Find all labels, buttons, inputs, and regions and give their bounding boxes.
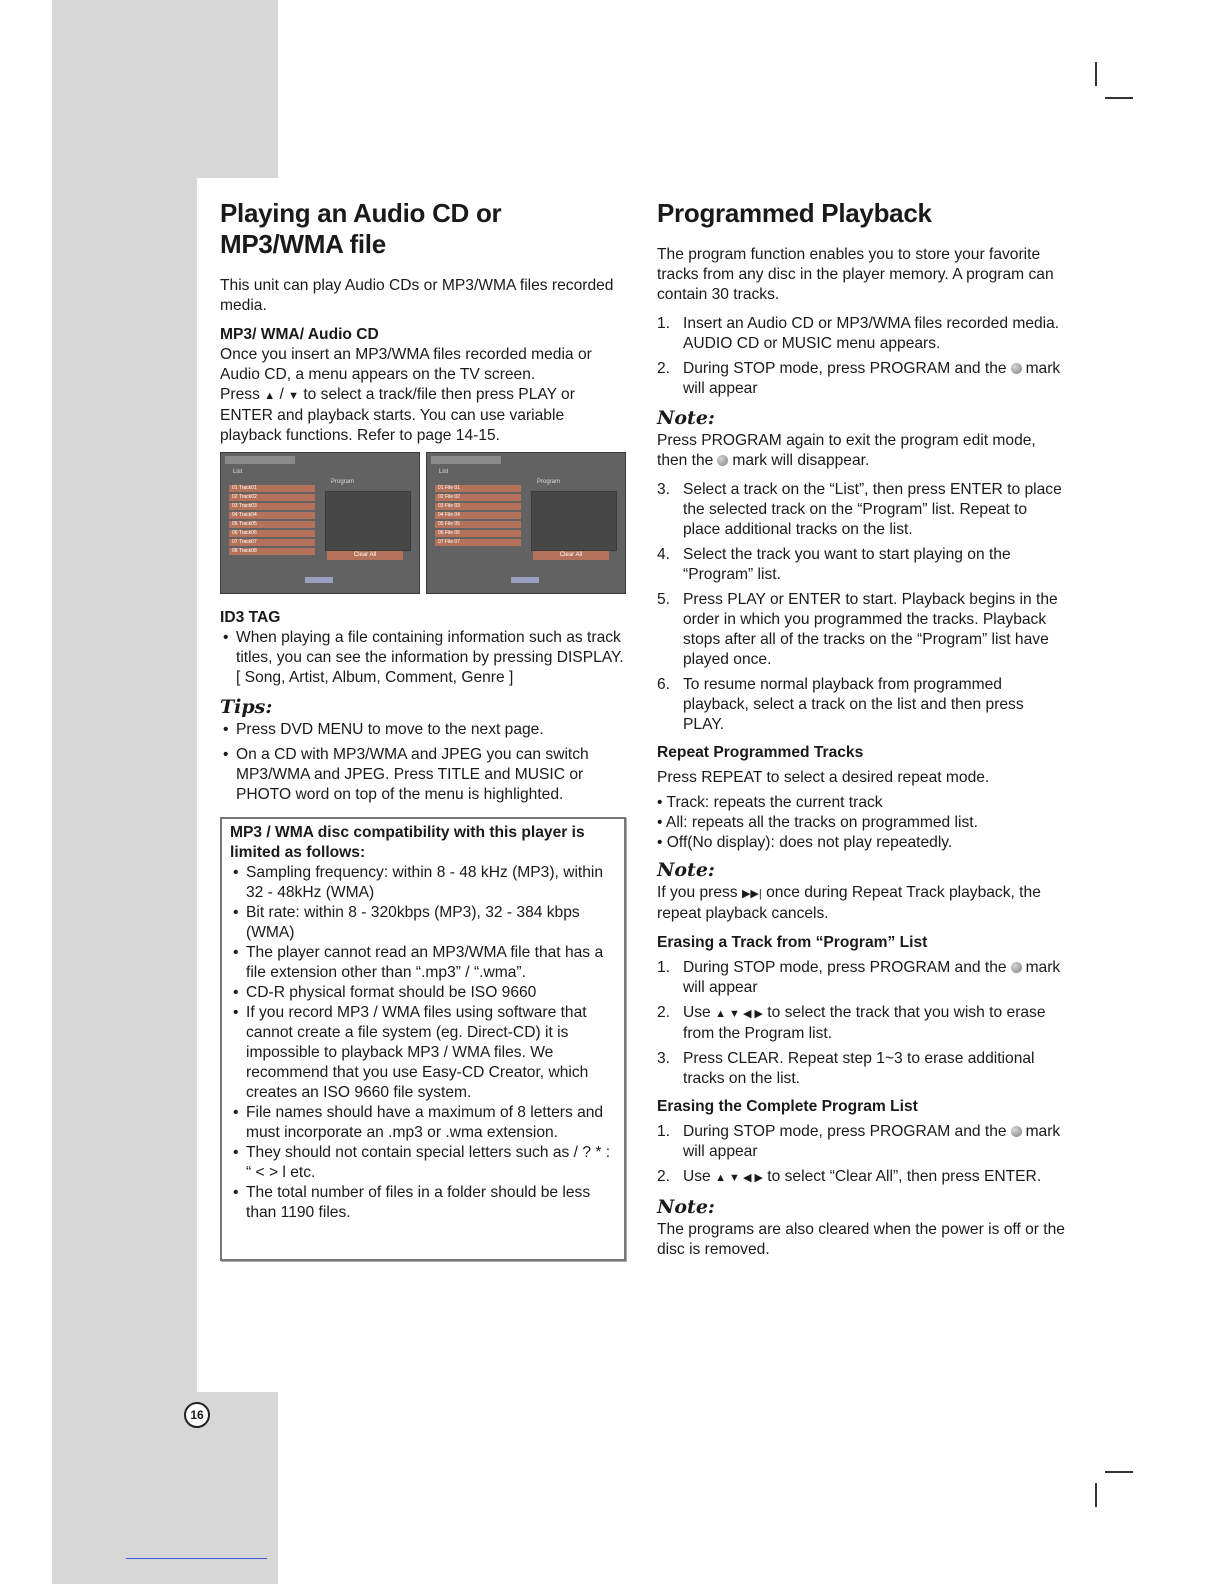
track-row: 02 Track02 xyxy=(229,494,315,501)
program-steps-b xyxy=(657,480,1067,735)
compatibility-item: • Sampling frequency: within 8 - 48 kHz (MP3), within 32 - 48kHz (WMA) xyxy=(230,863,616,903)
compatibility-list xyxy=(230,863,616,1223)
sidebar-band-top xyxy=(52,0,278,178)
step-item: 2. Use ▲ ▼ ◀ ▶ to select the track that you wish to erase from the Program list. xyxy=(657,1004,1046,1042)
erase-all-heading: Erasing the Complete Program List xyxy=(657,1098,918,1115)
step-item: 3. Press CLEAR. Repeat step 1~3 to erase additional tracks on the list. xyxy=(657,1050,1035,1087)
down-arrow-icon: ▼ xyxy=(288,390,299,402)
track-row: 04 File 04 xyxy=(435,512,521,519)
step-text: Select a track on the “List”, then press ENTER to place the selected track on the “Program” list. Repeat to place additional tracks on the list. xyxy=(683,481,1062,538)
mp3-track-list xyxy=(435,485,521,548)
erase-heading: Erasing a Track from “Program” List xyxy=(657,934,928,951)
crop-mark-top-horizontal xyxy=(1105,97,1133,99)
repeat-modes-list xyxy=(657,793,1067,853)
track-row: 07 File 07 xyxy=(435,539,521,546)
right-title: Programmed Playback xyxy=(657,198,932,228)
step-text: Press PLAY or ENTER to start. Playback begins in the order in which you programmed the tracks. Playback stops after all of the tracks on the “Program” list have played once. xyxy=(683,591,1058,668)
track-row: 05 File 05 xyxy=(435,521,521,528)
mp3-clear-all: Clear All xyxy=(533,551,609,560)
audio-program-tag: Program xyxy=(331,479,355,485)
note2-heading: Note: xyxy=(657,859,715,881)
arrow-keys-icon: ▲ ▼ ◀ ▶ xyxy=(715,1172,763,1184)
compatibility-item: • They should not contain special letters such as / ? * : “ < > l etc. xyxy=(230,1143,616,1183)
track-row: 02 File 02 xyxy=(435,494,521,501)
sidebar-band-bottom xyxy=(52,1392,278,1584)
arrow-keys-icon: ▲ ▼ ◀ ▶ xyxy=(715,1008,763,1020)
page-number: 16 xyxy=(184,1402,210,1428)
track-row: 03 Track03 xyxy=(229,503,315,510)
program-mark-icon xyxy=(1011,1126,1022,1137)
step-text: To resume normal playback from programmed playback, select a track on the list and then press PLAY. xyxy=(683,676,1024,733)
track-row: 01 Track01 xyxy=(229,485,315,492)
audio-cd-menu-screenshot xyxy=(220,452,420,594)
mp3-program-tag: Program xyxy=(537,479,561,485)
program-mark-icon xyxy=(1011,962,1022,973)
track-row: 01 File 01 xyxy=(435,485,521,492)
mp3-footer-badge xyxy=(511,577,539,583)
track-row: 04 Track04 xyxy=(229,512,315,519)
audio-footer-badge xyxy=(305,577,333,583)
mp3-section-heading: MP3/ WMA/ Audio CD xyxy=(220,326,379,343)
track-row: 06 Track06 xyxy=(229,530,315,537)
sidebar-band xyxy=(52,178,197,1392)
step-number: 3. xyxy=(657,481,671,498)
footer-link-underline xyxy=(126,1558,267,1559)
crop-mark-bottom-vertical xyxy=(1095,1483,1097,1507)
repeat-mode-item: • All: repeats all the tracks on programmed list. xyxy=(657,814,978,831)
compatibility-item: • CD-R physical format should be ISO 9660 xyxy=(230,983,616,1003)
step-item xyxy=(657,590,1067,670)
menu-screenshots xyxy=(220,452,626,594)
step-item: 1. During STOP mode, press PROGRAM and the mark will appear xyxy=(657,1123,1061,1160)
left-column xyxy=(220,198,626,1261)
compatibility-item: • File names should have a maximum of 8 letters and must incorporate an .mp3 or .wma extension. xyxy=(230,1103,616,1143)
repeat-mode-item: • Track: repeats the current track xyxy=(657,794,883,811)
id3-item: • When playing a file containing information such as track titles, you can see the information by pressing DISPLAY. [ Song, Artist, Album, Comment, Genre ] xyxy=(220,628,626,688)
step-number: 4. xyxy=(657,546,671,563)
step-text: Select the track you want to start playing on the “Program” list. xyxy=(683,546,1011,583)
mp3-program-panel xyxy=(531,491,617,551)
left-title: Playing an Audio CD or MP3/WMA file xyxy=(220,198,502,259)
program-mark-icon xyxy=(1011,363,1022,374)
repeat-heading: Repeat Programmed Tracks xyxy=(657,744,864,761)
step-number: 6. xyxy=(657,676,671,693)
left-intro: This unit can play Audio CDs or MP3/WMA files recorded media. xyxy=(220,277,614,314)
skip-forward-icon: ▶▶| xyxy=(741,888,762,900)
track-row: 07 Track07 xyxy=(229,539,315,546)
mp3-section-body1: Once you insert an MP3/WMA files recorded media or Audio CD, a menu appears on the TV screen. xyxy=(220,346,592,383)
right-intro: The program function enables you to store your favorite tracks from any disc in the player memory. A program can contain 30 tracks. xyxy=(657,246,1054,303)
compatibility-box xyxy=(220,817,626,1261)
step-item: 1. During STOP mode, press PROGRAM and the mark will appear xyxy=(657,959,1061,996)
audio-list-tag: List xyxy=(233,469,243,475)
compatibility-item: • The total number of files in a folder should be less than 1190 files. xyxy=(230,1183,616,1223)
erase-steps xyxy=(657,958,1067,1089)
repeat-mode-item: • Off(No display): does not play repeatedly. xyxy=(657,834,953,851)
track-row: 03 File 03 xyxy=(435,503,521,510)
right-column xyxy=(657,198,1067,1269)
note3-body: The programs are also cleared when the power is off or the disc is removed. xyxy=(657,1221,1065,1258)
tip-item: • On a CD with MP3/WMA and JPEG you can switch MP3/WMA and JPEG. Press TITLE and MUSIC or PHOTO word on top of the menu is highlighted. xyxy=(220,745,626,805)
track-row: 05 Track05 xyxy=(229,521,315,528)
mp3-menu-screenshot xyxy=(426,452,626,594)
compatibility-item: • Bit rate: within 8 - 320kbps (MP3), 32 - 384 kbps (WMA) xyxy=(230,903,616,943)
step-item: 2. Use ▲ ▼ ◀ ▶ to select “Clear All”, then press ENTER. xyxy=(657,1168,1042,1185)
step-item: 2. During STOP mode, press PROGRAM and the mark will appear xyxy=(657,360,1061,397)
mp3-list-tag: List xyxy=(439,469,449,475)
crop-mark-bottom-horizontal xyxy=(1105,1471,1133,1473)
step-item xyxy=(657,675,1067,735)
note3-heading: Note: xyxy=(657,1196,715,1218)
compatibility-item: • If you record MP3 / WMA files using software that cannot create a file system (eg. Direct-CD) it is impossible to playback MP3 / WMA files. We recommend that you use Easy-CD Creator, which creates an ISO 9660 file system. xyxy=(230,1003,616,1103)
compatibility-item: • The player cannot read an MP3/WMA file that has a file extension other than “.mp3” / “.wma”. xyxy=(230,943,616,983)
id3-list xyxy=(220,628,626,688)
crop-mark-top-vertical xyxy=(1095,62,1097,86)
step-item xyxy=(657,480,1067,540)
audio-program-panel xyxy=(325,491,411,551)
note1-body: Press PROGRAM again to exit the program edit mode, then the mark will disappear. xyxy=(657,432,1036,469)
note1-heading: Note: xyxy=(657,407,715,429)
program-mark-icon xyxy=(717,455,728,466)
step-item: 1. Insert an Audio CD or MP3/WMA files recorded media. AUDIO CD or MUSIC menu appears. xyxy=(657,315,1060,352)
tips-list xyxy=(220,720,626,805)
id3-heading: ID3 TAG xyxy=(220,609,281,626)
note2-body: If you press ▶▶| once during Repeat Track playback, the repeat playback cancels. xyxy=(657,884,1041,922)
audio-clear-all: Clear All xyxy=(327,551,403,560)
step-number: 5. xyxy=(657,591,671,608)
tips-heading: Tips: xyxy=(220,696,273,718)
compatibility-title: MP3 / WMA disc compatibility with this player is limited as follows: xyxy=(230,824,585,861)
up-arrow-icon: ▲ xyxy=(264,390,276,402)
track-row: 06 File 06 xyxy=(435,530,521,537)
track-row: 08 Track08 xyxy=(229,548,315,555)
mp3-section-body2: Press ▲ / ▼ to select a track/file then press PLAY or ENTER and playback starts. You can use variable playback functions. Refer to page 14-15. xyxy=(220,386,575,444)
step-item xyxy=(657,545,1067,585)
program-steps-a xyxy=(657,314,1067,399)
tip-item: • Press DVD MENU to move to the next page. xyxy=(220,720,626,740)
erase-all-steps xyxy=(657,1122,1067,1188)
repeat-body: Press REPEAT to select a desired repeat mode. xyxy=(657,769,990,786)
audio-track-list xyxy=(229,485,315,557)
